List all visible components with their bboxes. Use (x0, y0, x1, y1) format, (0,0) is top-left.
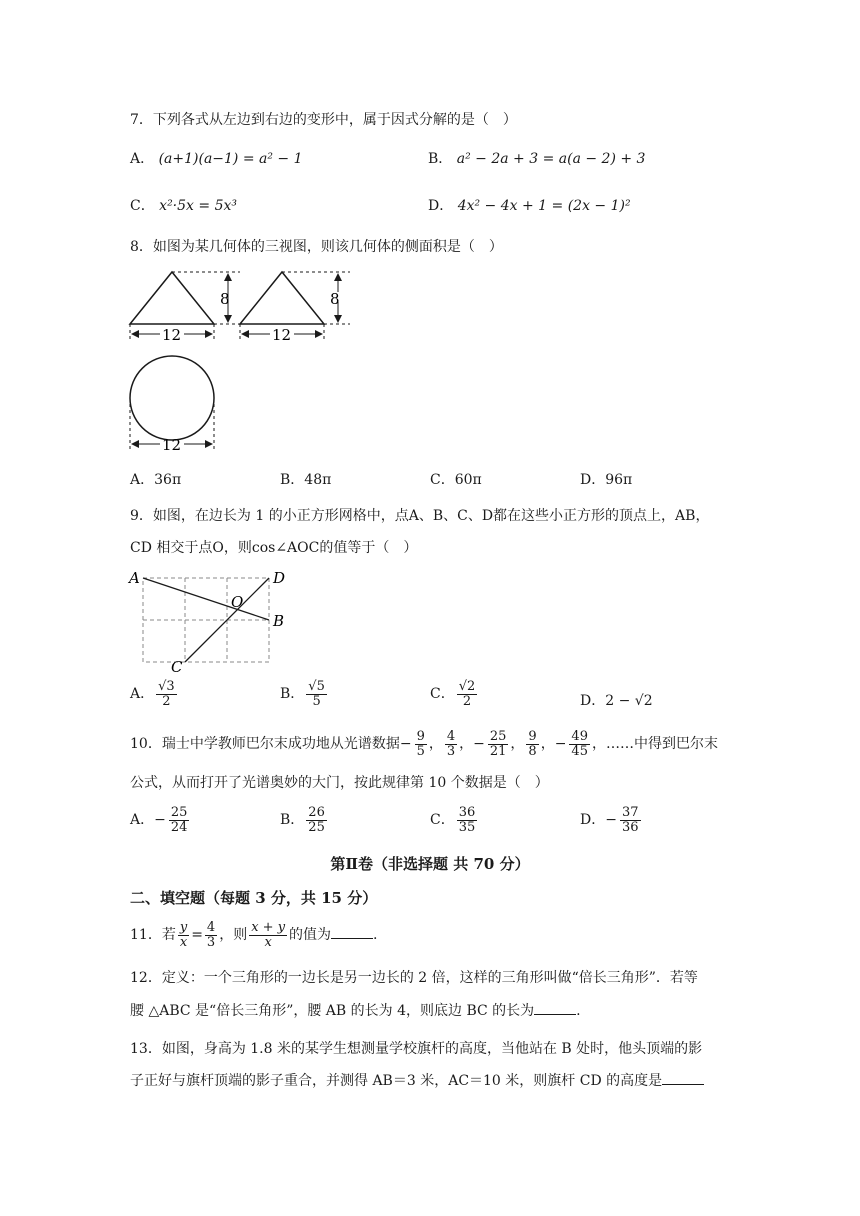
q9-option-a-label: A． (130, 686, 155, 703)
front-view-triangle (130, 272, 240, 344)
front-height-label: 8 (220, 290, 230, 308)
q7-option-b[interactable] (428, 151, 645, 169)
q10-seq-fraction (488, 730, 509, 758)
q10-option-b[interactable] (280, 806, 329, 834)
q7-option-c-expr: x²·5x = 5x³ (159, 198, 237, 214)
q13-answer-blank[interactable] (662, 1072, 704, 1085)
q11-fraction-4-over-3 (205, 921, 217, 949)
q10-option-c-fraction (457, 806, 478, 834)
q13-line1: 13．如图，身高为 1.8 米的某学生想测量学校旗杆的高度，当他站在 B 处时，他头顶端的影 (130, 1041, 703, 1057)
q9-option-c-num: √2 (458, 679, 476, 694)
q10-option-d-sign: − (605, 812, 617, 829)
q10-option-a-den: 24 (170, 819, 188, 835)
q10-option-b-label: B． (280, 812, 305, 829)
q10-option-c[interactable] (430, 806, 479, 834)
q10-option-b-den: 25 (308, 819, 325, 835)
q7-option-d-expr: 4x² − 4x + 1 = (2x − 1)² (457, 198, 631, 214)
q9-option-c-den: 2 (462, 693, 472, 709)
q10-seq-sign: − (554, 736, 567, 753)
q10-seq-sign: − (399, 736, 412, 753)
q10-stem-line1: 10．瑞士中学教师巴尔末成功地从光谱数据− $\frac{9}{5}$ ， $\frac{4}{3}$ ，− $\frac{25}{21}$ ， $\frac{9}{8}$ ，− $\frac{49}{45}$ ，……中得到巴尔末 (130, 729, 718, 759)
q9-option-a[interactable] (130, 680, 179, 708)
q8-option-c-value: 60π (454, 472, 482, 488)
q11-f1-num: y (179, 920, 188, 935)
segment-ab (143, 578, 269, 620)
side-height-label: 8 (330, 290, 340, 308)
q10-seq-num: 25 (489, 729, 507, 744)
q9-option-c-label: C． (430, 686, 455, 703)
q10-option-d-label: D． (580, 812, 606, 829)
q12-answer-blank[interactable] (534, 1002, 576, 1015)
q10-option-d-fraction (620, 806, 641, 834)
q8-option-c[interactable] (430, 472, 482, 490)
q10-seq-num: 49 (571, 729, 588, 744)
q9-option-b-label: B． (280, 686, 305, 703)
q7-option-b-expr: a² − 2a + 3 = a(a − 2) + 3 (456, 151, 646, 167)
q11-fraction-expr (249, 921, 287, 949)
q10-stem-pre: 10．瑞士中学教师巴尔末成功地从光谱数据 (130, 736, 400, 753)
q10-seq-den: 45 (571, 743, 588, 759)
q9-option-b-den: 5 (312, 693, 321, 709)
q7-option-d[interactable] (428, 198, 631, 216)
q8-option-a-value: 36π (154, 472, 182, 488)
q10-seq-fraction (445, 730, 457, 758)
q11-fraction-y-over-x (178, 921, 189, 949)
q7-option-b-label: B． (428, 151, 453, 167)
q13-line2-text: 子正好与旗杆顶端的影子重合，并测得 AB＝3 米，AC＝10 米，则旗杆 CD 的高度是 (130, 1073, 663, 1089)
q9-option-a-fraction (156, 680, 177, 708)
q10-option-a-sign: − (154, 812, 166, 829)
q8-option-b-value: 48π (304, 472, 332, 488)
q10-option-d-den: 36 (621, 819, 639, 835)
q10-seq-fraction (526, 730, 538, 758)
part2-title: 第Ⅱ卷（非选择题 共 70 分） (330, 855, 530, 873)
q10-seq-sign: − (473, 736, 485, 753)
q7-option-c-label: C． (130, 198, 155, 214)
q11-pre: 11．若 (130, 927, 176, 944)
q9-grid-figure (125, 568, 295, 674)
q10-seq-den: 3 (446, 743, 456, 759)
q11-mid: ，则 (219, 927, 248, 944)
q9-option-b-fraction (306, 680, 327, 708)
point-d-label: D (273, 569, 286, 587)
q10-stem-line2: 公式，从而打开了光谱奥妙的大门，按此规律第 10 个数据是（ ） (130, 775, 549, 791)
point-c-label: C (171, 658, 183, 674)
q12-end: . (576, 1003, 581, 1019)
q11-post: 的值为 (289, 927, 332, 944)
q7-stem: 7．下列各式从左边到右边的变形中，属于因式分解的是（ ） (130, 112, 517, 128)
q8-option-a[interactable] (130, 472, 181, 490)
q9-option-a-den: 2 (162, 693, 171, 709)
front-width-label: 12 (162, 326, 182, 344)
q8-option-d-value: 96π (605, 472, 633, 488)
point-o-label: O (231, 593, 244, 611)
q10-option-c-num: 36 (458, 805, 476, 820)
q10-seq-num: 4 (446, 729, 456, 744)
q10-option-a-fraction (169, 806, 190, 834)
q8-three-view-figure (120, 262, 360, 462)
q7-option-c[interactable] (130, 198, 237, 216)
top-view-circle (130, 356, 214, 454)
q10-option-c-label: C． (430, 812, 455, 829)
q10-option-a-label: A． (130, 812, 155, 829)
q13-line2 (130, 1072, 704, 1091)
q10-option-b-num: 26 (308, 805, 325, 820)
q11-f3-num: x + y (251, 920, 286, 935)
q11-f1-den: x (179, 934, 188, 950)
q9-option-d-value: 2 − √2 (605, 693, 653, 709)
q8-option-a-label: A． (130, 472, 155, 488)
q10-stem-post: ，……中得到巴尔末 (591, 736, 718, 753)
q10-seq-num: 9 (528, 729, 537, 744)
q8-option-c-label: C． (430, 472, 455, 488)
q10-seq-den: 21 (489, 743, 507, 759)
point-b-label: B (273, 612, 285, 630)
q9-stem-line2: CD 相交于点O，则cos∠AOC的值等于（ ） (130, 540, 418, 556)
top-width-label: 12 (162, 436, 182, 454)
q10-seq-fraction (415, 730, 427, 758)
q10-option-b-fraction (306, 806, 327, 834)
q7-option-a[interactable] (130, 151, 303, 169)
q12-line2-text: 腰 △ABC 是“倍长三角形”，腰 AB 的长为 4，则底边 BC 的长为 (130, 1003, 535, 1019)
q9-stem-line1: 9．如图，在边长为 1 的小正方形网格中，点A、B、C、D都在这些小正方形的顶点上，AB， (130, 508, 710, 524)
q11-f3-den: x (264, 934, 272, 950)
q7-option-a-label: A． (130, 151, 155, 167)
side-width-label: 12 (272, 326, 292, 344)
q9-option-b-num: √5 (308, 679, 325, 694)
q9-option-d-label: D． (580, 693, 606, 709)
q8-option-b-label: B． (280, 472, 305, 488)
q9-grid (143, 578, 269, 662)
q7-option-a-expr: (a+1)(a−1) = a² − 1 (158, 151, 303, 167)
q8-option-d[interactable] (580, 472, 632, 490)
q9-option-b[interactable] (280, 680, 329, 708)
q11 (130, 921, 378, 949)
q8-option-b[interactable] (280, 472, 331, 490)
q11-f2-den: 3 (206, 934, 216, 950)
q10-option-a-num: 25 (170, 805, 188, 820)
q11-end: . (373, 927, 378, 944)
q10-seq-den: 5 (416, 743, 425, 759)
q9-option-d[interactable] (580, 693, 653, 711)
point-a-label: A (129, 569, 140, 587)
q10-option-c-den: 35 (458, 819, 476, 835)
q11-equals: = (191, 927, 203, 944)
q12-line2 (130, 1002, 581, 1021)
q10-seq-fraction (569, 730, 590, 758)
q8-stem: 8．如图为某几何体的三视图，则该几何体的侧面积是（ ） (130, 239, 503, 255)
q10-option-a[interactable] (130, 806, 191, 834)
q10-option-d[interactable] (580, 806, 643, 834)
q10-seq-num: 9 (416, 729, 425, 744)
q9-option-c[interactable] (430, 680, 479, 708)
q8-option-d-label: D． (580, 472, 606, 488)
q7-option-d-label: D． (428, 198, 454, 214)
q11-answer-blank[interactable] (331, 926, 373, 939)
q10-seq-den: 8 (528, 743, 537, 759)
q9-option-a-num: √3 (158, 679, 175, 694)
section2-title: 二、填空题（每题 3 分，共 15 分） (130, 889, 378, 907)
q10-option-d-num: 37 (621, 805, 639, 820)
q11-f2-num: 4 (206, 920, 216, 935)
q9-option-c-fraction (457, 680, 478, 708)
side-view-triangle (240, 272, 350, 344)
q12-line1: 12．定义：一个三角形的一边长是另一边长的 2 倍，这样的三角形叫做“倍长三角形”．若等 (130, 970, 698, 986)
